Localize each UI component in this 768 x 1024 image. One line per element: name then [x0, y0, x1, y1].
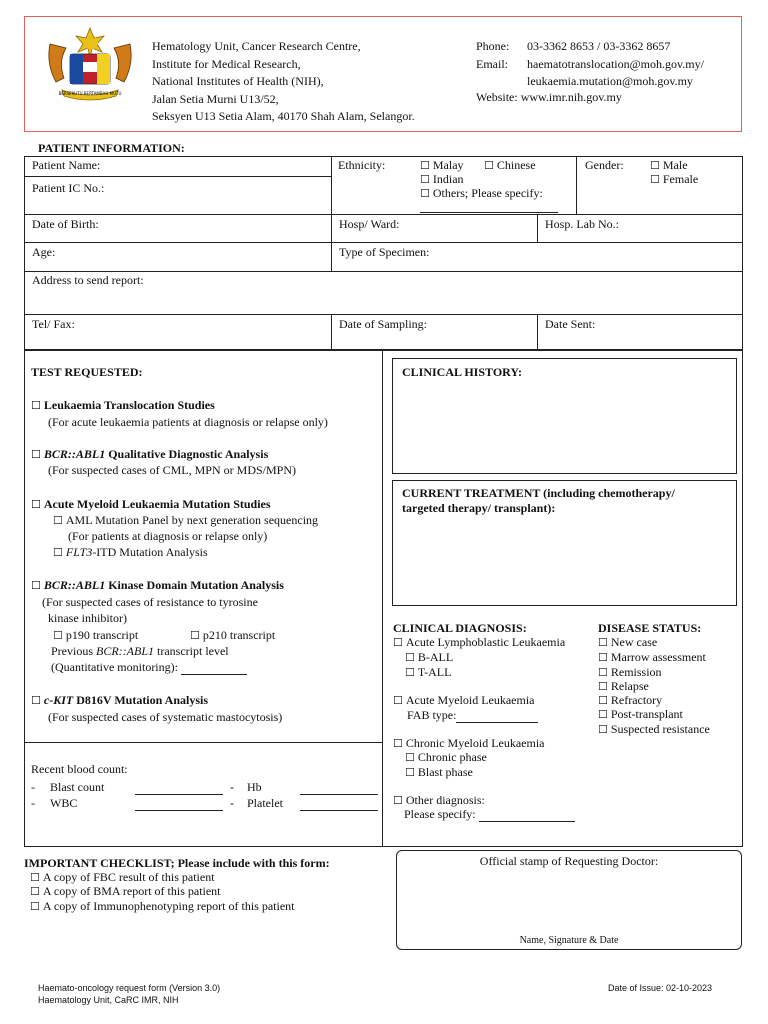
dx-cml-checkbox[interactable]: ☐ Chronic Myeloid Leukaemia [393, 736, 545, 751]
hb-label: Hb [247, 780, 262, 794]
address-line-2: Institute for Medical Research, [152, 56, 301, 71]
current-treatment-heading-2: targeted therapy/ transplant): [402, 501, 556, 515]
test-kinase-domain-note-2: kinase inhibitor) [48, 611, 127, 625]
blood-count-heading: Recent blood count: [31, 762, 128, 776]
address-line-1: Hematology Unit, Cancer Research Centre, [152, 39, 361, 53]
fab-type-field[interactable]: FAB type: [407, 708, 538, 723]
blast-count-input[interactable] [135, 783, 223, 795]
website-row [476, 90, 622, 105]
p210-transcript-checkbox[interactable]: ☐ p210 transcript [190, 628, 275, 643]
date-sent-field[interactable]: Date Sent: [545, 317, 596, 331]
blast-count-label: Blast count [50, 780, 105, 794]
other-diagnosis-specify-field[interactable]: Please specify: [404, 807, 575, 822]
email-value-1[interactable]: haematotranslocation@moh.gov.my/ [527, 56, 704, 71]
ethnicity-label: Ethnicity: [338, 158, 386, 172]
status-marrow-assessment-checkbox[interactable]: ☐ Marrow assessment [598, 650, 706, 665]
stamp-title: Official stamp of Requesting Doctor: [479, 854, 659, 868]
test-bcr-abl1-qualitative-note: (For suspected cases of CML, MPN or MDS/MPN) [48, 463, 296, 477]
platelet-dash: - [230, 796, 234, 810]
checklist-bma-checkbox[interactable]: ☐ A copy of BMA report of this patient [30, 884, 221, 899]
address-line-5: Seksyen U13 Setia Alam, 40170 Shah Alam, Selangor. [152, 109, 415, 123]
dx-aml-checkbox[interactable]: ☐ Acute Myeloid Leukaemia [393, 693, 535, 708]
quantitative-monitoring-field[interactable]: (Quantitative monitoring): [51, 660, 247, 675]
wbc-dash: - [31, 796, 35, 810]
status-suspected-resistance-checkbox[interactable]: ☐ Suspected resistance [598, 722, 710, 737]
address-line-3: National Institutes of Health (NIH), [152, 74, 324, 88]
test-bcr-abl1-qualitative-checkbox[interactable]: ☐ BCR::ABL1 Qualitative Diagnostic Analysis [31, 447, 268, 462]
signature-label: Name, Signature & Date [519, 935, 619, 946]
contact-values [527, 38, 704, 91]
address-block [152, 38, 415, 126]
tel-fax-field[interactable]: Tel/ Fax: [32, 317, 75, 331]
ethnicity-indian-checkbox[interactable]: ☐ Indian [420, 172, 464, 187]
test-flt3-itd-checkbox[interactable]: ☐ FLT3-ITD Mutation Analysis [53, 545, 208, 560]
dx-blast-phase-checkbox[interactable]: ☐ Blast phase [405, 765, 473, 780]
status-post-transplant-checkbox[interactable]: ☐ Post-transplant [598, 707, 683, 722]
clinical-diagnosis-heading: CLINICAL DIAGNOSIS: [393, 621, 527, 635]
checklist-immunophenotyping-checkbox[interactable]: ☐ A copy of Immunophenotyping report of this patient [30, 899, 295, 914]
dx-ball-checkbox[interactable]: ☐ B-ALL [405, 650, 453, 665]
footer-form-version: Haemato-oncology request form (Version 3.0) [38, 983, 221, 993]
hb-input[interactable] [300, 783, 378, 795]
p190-transcript-checkbox[interactable]: ☐ p190 transcript [53, 628, 138, 643]
wbc-label: WBC [50, 796, 78, 810]
status-relapse-checkbox[interactable]: ☐ Relapse [598, 679, 649, 694]
blast-count-dash: - [31, 780, 35, 794]
gender-male-checkbox[interactable]: ☐ Male [650, 158, 688, 173]
ethnicity-others-checkbox[interactable]: ☐ Others; Please specify: [420, 186, 543, 201]
status-new-case-checkbox[interactable]: ☐ New case [598, 635, 657, 650]
test-translocation-checkbox[interactable]: ☐ Leukaemia Translocation Studies [31, 398, 215, 413]
current-treatment-heading-1: CURRENT TREATMENT (including chemotherapy/ [402, 486, 675, 500]
age-field[interactable]: Age: [32, 245, 56, 259]
ethnicity-malay-checkbox[interactable]: ☐ Malay [420, 158, 464, 173]
checklist-fbc-checkbox[interactable]: ☐ A copy of FBC result of this patient [30, 870, 215, 885]
svg-text:BERSEKUTU BERTAMBAH MUTU: BERSEKUTU BERTAMBAH MUTU [58, 91, 122, 96]
platelet-label: Platelet [247, 796, 283, 810]
report-address-field[interactable]: Address to send report: [32, 273, 144, 287]
test-kinase-domain-checkbox[interactable]: ☐ BCR::ABL1 Kinase Domain Mutation Analysis [31, 578, 284, 593]
status-remission-checkbox[interactable]: ☐ Remission [598, 665, 662, 680]
specimen-type-field[interactable]: Type of Specimen: [339, 245, 430, 259]
phone-label: Phone: [476, 39, 510, 53]
patient-name-field[interactable]: Patient Name: [32, 158, 101, 172]
hosp-ward-field[interactable]: Hosp/ Ward: [339, 217, 400, 231]
test-aml-ngs-panel-note: (For patients at diagnosis or relapse only) [68, 529, 268, 543]
footer-issue-date: Date of Issue: 02-10-2023 [608, 983, 713, 993]
website-label: Website: [476, 90, 518, 104]
hosp-lab-no-field[interactable]: Hosp. Lab No.: [545, 217, 619, 231]
contact-labels [476, 38, 509, 91]
gender-female-checkbox[interactable]: ☐ Female [650, 172, 698, 187]
footer-unit: Haematology Unit, CaRC IMR, NIH [38, 995, 179, 1005]
phone-value: 03-3362 8653 / 03-3362 8657 [527, 39, 671, 53]
disease-status-heading: DISEASE STATUS: [598, 621, 702, 635]
address-line-4: Jalan Setia Murni U13/52, [152, 91, 279, 106]
checklist-heading: IMPORTANT CHECKLIST; Please include with this form: [24, 856, 330, 870]
test-kinase-domain-note-1: (For suspected cases of resistance to tyrosine [42, 595, 258, 609]
malaysia-coat-of-arms-logo [40, 24, 140, 104]
gender-label: Gender: [585, 158, 624, 172]
dob-field[interactable]: Date of Birth: [32, 217, 99, 231]
previous-transcript-level: Previous BCR::ABL1 transcript level [51, 644, 229, 658]
dx-other-checkbox[interactable]: ☐ Other diagnosis: [393, 793, 485, 808]
test-requested-heading: TEST REQUESTED: [31, 365, 143, 379]
dx-chronic-phase-checkbox[interactable]: ☐ Chronic phase [405, 750, 487, 765]
test-aml-ngs-panel-checkbox[interactable]: ☐ AML Mutation Panel by next generation sequencing [53, 513, 318, 528]
platelet-input[interactable] [300, 799, 378, 811]
ethnicity-specify-line[interactable] [420, 201, 558, 213]
ethnicity-chinese-checkbox[interactable]: ☐ Chinese [484, 158, 536, 173]
wbc-input[interactable] [135, 799, 223, 811]
dx-all-checkbox[interactable]: ☐ Acute Lymphoblastic Leukaemia [393, 635, 565, 650]
test-aml-mutation-checkbox[interactable]: ☐ Acute Myeloid Leukaemia Mutation Studies [31, 497, 271, 512]
website-value[interactable]: www.imr.nih.gov.my [520, 90, 622, 104]
dx-tall-checkbox[interactable]: ☐ T-ALL [405, 665, 451, 680]
test-translocation-note: (For acute leukaemia patients at diagnosis or relapse only) [48, 415, 328, 429]
test-ckit-d816v-checkbox[interactable]: ☐ c-KIT D816V Mutation Analysis [31, 693, 208, 708]
email-label: Email: [476, 56, 508, 71]
test-ckit-d816v-note: (For suspected cases of systematic mastocytosis) [48, 710, 283, 724]
patient-ic-field[interactable]: Patient IC No.: [32, 181, 105, 195]
sampling-date-field[interactable]: Date of Sampling: [339, 317, 427, 331]
clinical-history-heading: CLINICAL HISTORY: [402, 365, 522, 379]
status-refractory-checkbox[interactable]: ☐ Refractory [598, 693, 662, 708]
patient-info-heading: PATIENT INFORMATION: [38, 141, 185, 155]
email-value-2[interactable]: leukaemia.mutation@moh.gov.my [527, 74, 693, 88]
hb-dash: - [230, 780, 234, 794]
